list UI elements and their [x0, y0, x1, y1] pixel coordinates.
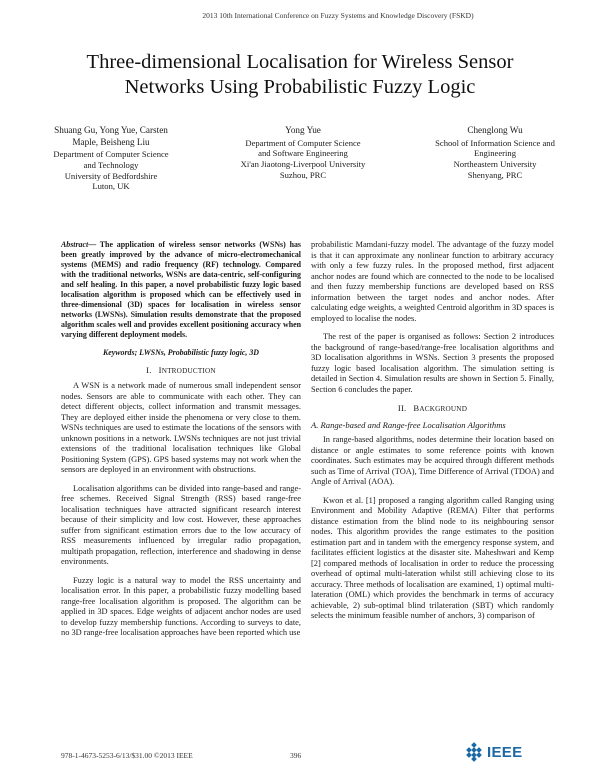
subsection-heading: A. Range-based and Range-free Localisation Algorithms	[311, 419, 506, 430]
ieee-diamond-icon	[464, 742, 484, 762]
author-names: Yong Yue	[285, 125, 321, 135]
page-number: 396	[290, 751, 302, 760]
author-names: Chenglong Wu	[467, 125, 523, 135]
keywords: Keywords; LWSNs, Probabilistic fuzzy logic, 3D	[103, 348, 259, 357]
author-affiliation: Department of Computer Science and Technology University of Bedfordshire Luton, UK	[53, 149, 169, 192]
left-column	[61, 240, 301, 647]
paper-title	[30, 50, 570, 100]
author-affiliation: School of Information Science and Engineering Northeastern University Shenyang, PRC	[435, 137, 555, 180]
paragraph: probabilistic Mamdani-fuzzy model. The advantage of the fuzzy model is that it can approximate any nonlinear function to arbitrary accuracy with only a few fuzzy rules. In the proposed method, first adjacent anchor nodes are found which are connected to the node to be localised and then fuzzy membership functions are developed based on RSS information between the target nodes and anchor nodes. After calculating edge weights, a weighted Centroid algorithm in 3D spaces is employed to localise the nodes.	[311, 240, 554, 323]
author-block	[30, 125, 576, 192]
author-group-1	[30, 125, 192, 192]
paragraph: Localisation algorithms can be divided into range-based and range-free schemes. Received Signal Strength (RSS) based range-free localisation techniques have attracted significant research interest because of their simplicity and low cost. However, these approaches suffer from significant estimation errors due to the low accuracy of RSS measurements influenced by irregular radio propagation, multipath propagation, reflection, interference and shadowing in dense environments.	[61, 483, 301, 566]
paragraph: A WSN is a network made of numerous small independent sensor nodes. Sensors are able to communicate with each other. They can detect different objects, collect information and transmit messages. They are deployed either inside the phenomena or very close to them. WSNs techniques are used to estimate the locations of the sensors with unknown positions in a network. LWSNs techniques are not just trivial extensions of the traditional localisation techniques like Global Positioning System (GPS). GPS based systems may not work when the sensors are deployed in an environment with obstructions.	[61, 381, 301, 474]
paragraph: In range-based algorithms, nodes determine their location based on distance or angle estimates to some reference points with known coordinates. Such estimates may be acquired through different methods such as Time of Arrival (TOA), Time Difference of Arrival (TDOA) and Angle of Arrival (AOA).	[311, 435, 554, 486]
author-group-3	[414, 125, 576, 192]
footer-isbn: 978-1-4673-5253-6/13/$31.00 ©2013 IEEE	[61, 751, 193, 760]
title-line-2: Networks Using Probabilistic Fuzzy Logic	[124, 76, 476, 98]
abstract: Abstract— The application of wireless sensor networks (WSNs) has been greatly improved by the advance of micro-electromechanical systems (MEMS) and radio frequency (RF) technology. Compared with the traditional networks, WSNs are data-centric, self-configuring and self healing. In this paper, a novel probabilistic fuzzy logic based localisation algorithm is proposed which can be effectively used in three-dimensional (3D) spaces for localisation in wireless sensor networks (LWSNs). Simulation results demonstrate that the proposed algorithm scales well and provides excellent positioning accuracy when varying different deployment models.	[61, 240, 301, 339]
paragraph: The rest of the paper is organised as follows: Section 2 introduces the background of range-based/range-free localisation algorithms and 3D localisation algorithms in WSNs. Section 3 presents the proposed fuzzy logic based localisation algorithm. The simulation setting is detailed in Section 4. Simulation results are shown in Section 5. Finally, Section 6 concludes the paper.	[311, 332, 554, 394]
section-heading-introduction: I. INTRODUCTION	[146, 364, 216, 375]
section-heading-background: II. BACKGROUND	[397, 403, 468, 413]
author-group-2	[218, 125, 388, 192]
author-affiliation: Department of Computer Science and Software Engineering Xi'an Jiaotong-Liverpool University Suzhou, PRC	[240, 137, 366, 180]
paragraph: Fuzzy logic is a natural way to model the RSS uncertainty and localisation error. In this paper, a probabilistic fuzzy modelling based range-free localisation algorithm is proposed. The algorithm can be applied in 3D spaces. Edge weights of adjacent anchor nodes are used to develop fuzzy membership functions. According to surveys to date, no 3D range-free localisation approaches have been reported which use	[61, 575, 301, 637]
right-column	[311, 240, 554, 630]
paragraph: Kwon et al. [1] proposed a ranging algorithm called Ranging using Environment and Mobility Adaptive (REMA) Filter that performs distance estimation from the blind node to its neighbouring sensor nodes. This algorithm provides the range estimates to the position estimation part and in tandem with the emergency response system, and facilitates efficient logistics at the disaster site. Maheshwari and Kemp [2] compared methods of localisation in order to reduce the processing overhead of optimal multi-lateration whilst still achieving close to its accuracy. Three methods of localisation are examined, 1) optimal multi-lateration (OML) which provides the benchmark in terms of accuracy achievable, 2) sub-optimal blind trilateration (SBT) which randomly selects the minimum feasible number of anchors, 3) comparison of	[311, 495, 554, 620]
ieee-logo-text: IEEE	[487, 743, 523, 761]
author-names: Shuang Gu, Yong Yue, Carsten Maple, Beisheng Liu	[54, 125, 168, 147]
ieee-logo	[464, 742, 522, 762]
conference-header: 2013 10th International Conference on Fuzzy Systems and Knowledge Discovery (FSKD)	[202, 11, 474, 20]
title-line-1: Three-dimensional Localisation for Wireless Sensor	[86, 51, 514, 73]
